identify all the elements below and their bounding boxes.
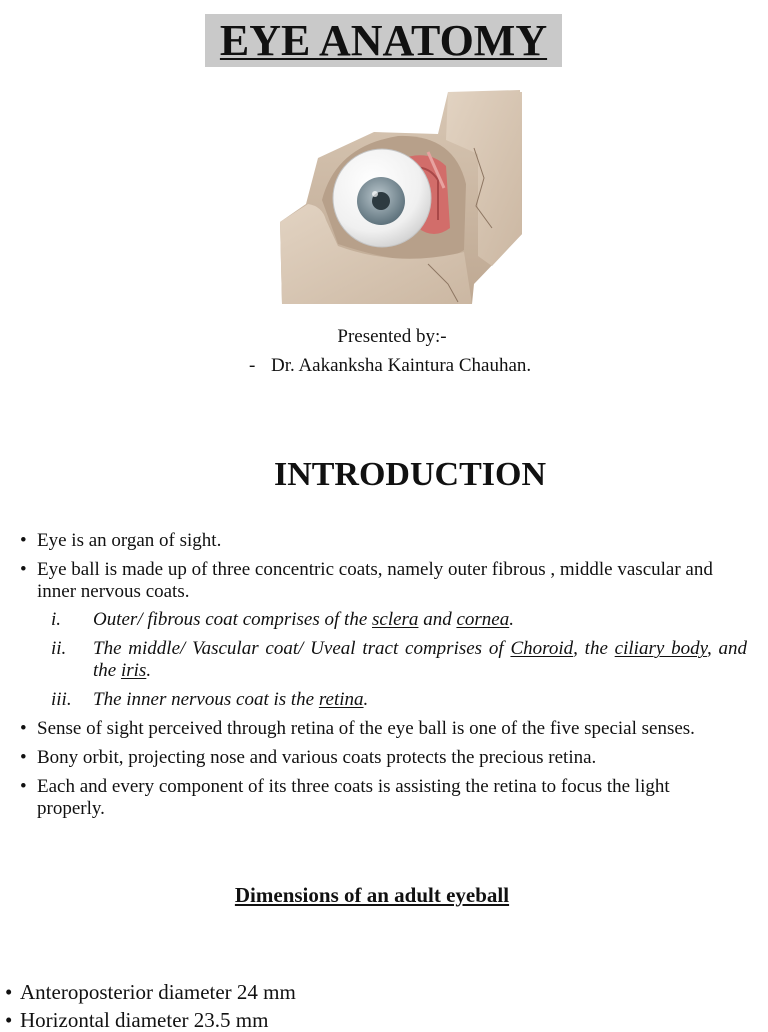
dimension-item — [5, 1008, 268, 1032]
intro-bullet — [20, 530, 740, 552]
dimension-item — [5, 980, 296, 1004]
term-retina: retina — [318, 689, 364, 710]
sub-text: The middle/ Vascular coat/ Uveal tract comprises of — [93, 638, 511, 659]
sub-item-sclera-cornea — [51, 609, 747, 631]
term-choroid: Choroid — [510, 638, 574, 659]
sub-item-uveal-tract — [51, 638, 747, 682]
dimension-text: Anteroposterior diameter 24 mm — [20, 980, 296, 1004]
page-title: EYE ANATOMY — [205, 14, 562, 67]
sub-item-number: i. — [51, 609, 62, 630]
term-iris: iris — [120, 660, 147, 681]
bullet-text: Each and every component of its three coats is assisting the retina to focus the light properly. — [37, 776, 670, 819]
intro-bullet — [20, 718, 760, 740]
term-sclera: sclera — [372, 609, 419, 630]
bullet-dot: • — [20, 776, 27, 797]
author-name: Dr. Aakanksha Kaintura Chauhan. — [271, 355, 532, 376]
sub-text: and — [418, 609, 457, 630]
presented-by-label: Presented by:- — [337, 326, 447, 347]
dimensions-heading: Dimensions of an adult eyeball — [234, 883, 510, 907]
author-line — [249, 355, 531, 377]
sub-text: . — [509, 609, 514, 630]
bullet-dot: • — [20, 530, 27, 551]
sub-item-retina — [51, 689, 747, 711]
intro-bullet — [20, 747, 740, 769]
sub-text: Outer/ fibrous coat comprises of the — [93, 609, 372, 630]
author-dash: - — [249, 355, 256, 376]
dimension-text: Horizontal diameter 23.5 mm — [20, 1008, 269, 1032]
intro-bullet — [20, 776, 730, 820]
sub-item-number: ii. — [51, 638, 67, 659]
sub-text: , and the — [93, 638, 748, 681]
bullet-text: Bony orbit, projecting nose and various coats protects the precious retina. — [37, 747, 597, 768]
sub-text: The inner nervous coat is the — [93, 689, 319, 710]
term-cornea: cornea — [456, 609, 510, 630]
sub-text: . — [146, 660, 152, 681]
bullet-dot: • — [20, 559, 27, 580]
sub-text: , the — [573, 638, 615, 659]
introduction-heading: INTRODUCTION — [273, 456, 547, 493]
bullet-dot: • — [20, 747, 27, 768]
bullet-text: Eye ball is made up of three concentric coats, namely outer fibrous , middle vascular and inner nervous coats. — [37, 559, 713, 602]
sub-item-number: iii. — [51, 689, 72, 710]
intro-bullet — [20, 559, 740, 603]
bullet-text: Eye is an organ of sight. — [37, 530, 222, 551]
bullet-dot: • — [20, 718, 27, 739]
bullet-dot: • — [5, 980, 13, 1004]
term-ciliary-body: ciliary body — [614, 638, 707, 659]
sub-text: . — [363, 689, 369, 710]
bullet-text: Sense of sight perceived through retina of the eye ball is one of the five special senses. — [37, 718, 695, 739]
bullet-dot: • — [5, 1008, 13, 1032]
eye-orbit-illustration — [278, 88, 524, 308]
